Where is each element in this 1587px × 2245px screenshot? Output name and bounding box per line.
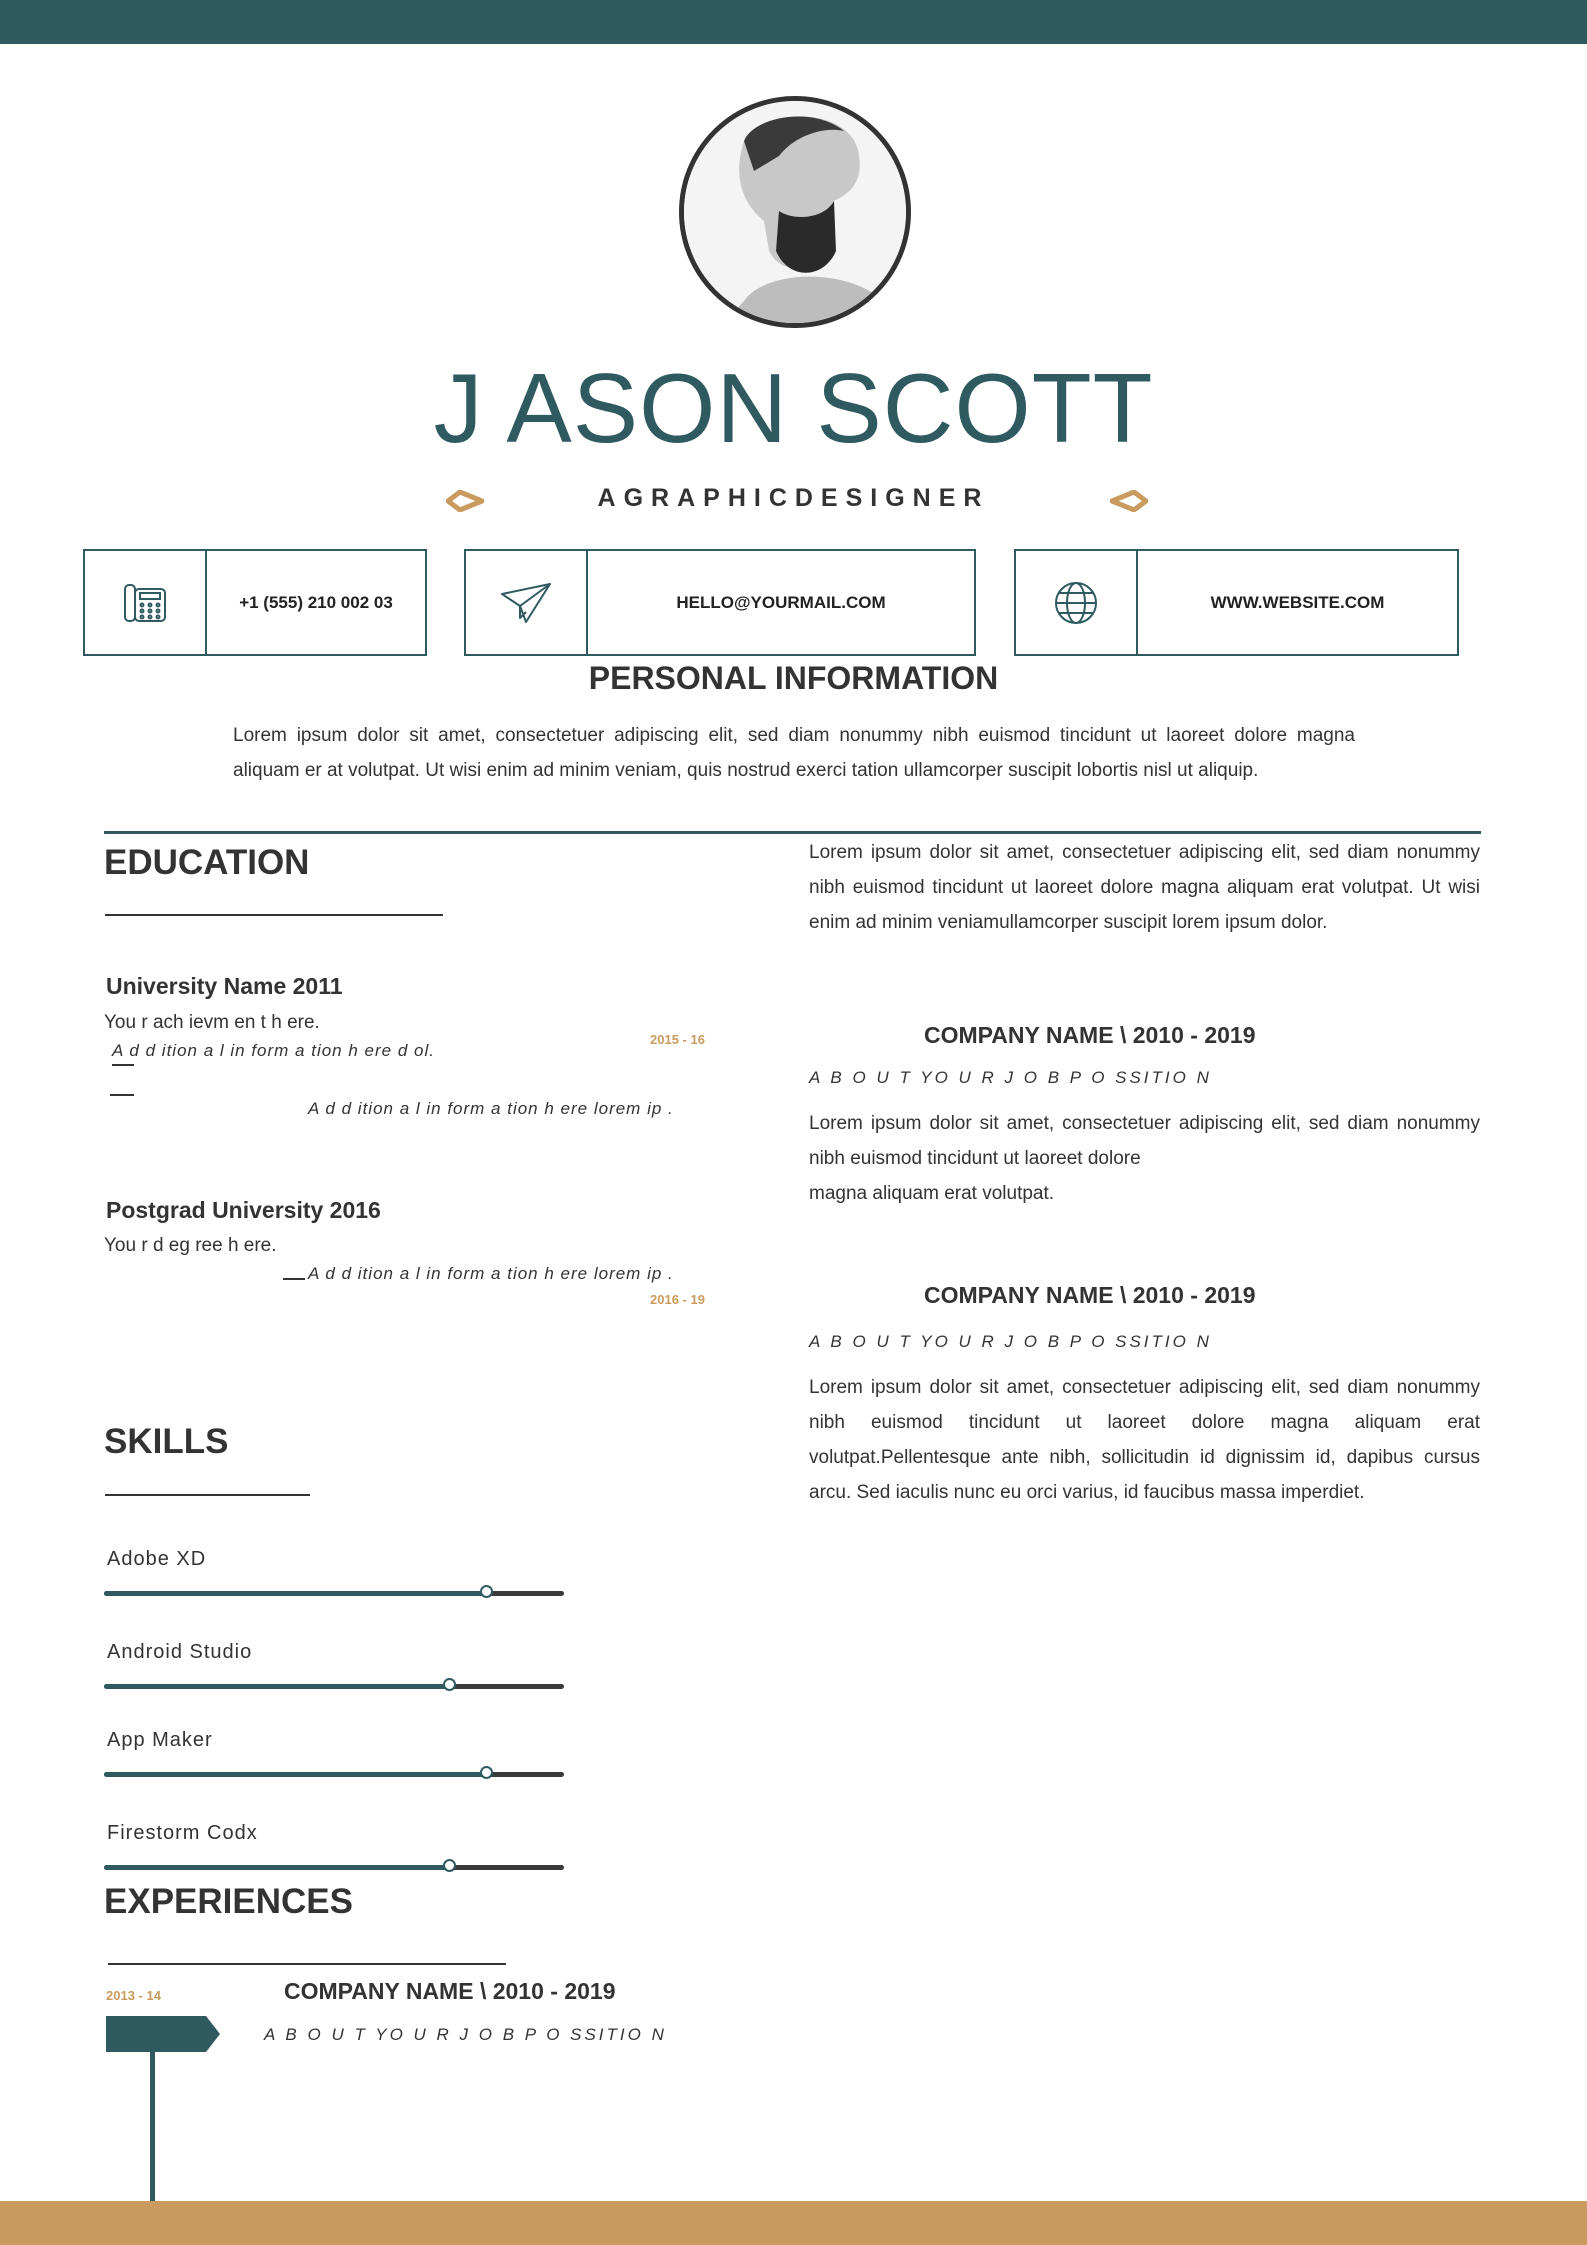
skill-level-knob <box>443 1678 456 1691</box>
job-1-role: A B O U T YO U R J O B P O SSITIO N <box>809 1068 1212 1087</box>
top-band <box>0 0 1587 44</box>
portrait-illustration <box>684 101 906 323</box>
skill-level-bar <box>104 1772 564 1777</box>
skill-level-bar <box>104 1684 564 1689</box>
skill-bar-fill <box>104 1591 486 1596</box>
job-1-line-2: nibh euismod tincidunt ut laoreet dolore <box>809 1148 1141 1169</box>
personal-info-heading: PERSONAL INFORMATION <box>588 660 999 696</box>
phone-icon <box>85 551 207 654</box>
timeline-flag-icon <box>106 2016 220 2057</box>
job-1-line-3: magna aliquam erat volutpat. <box>809 1183 1055 1204</box>
experience-company: COMPANY NAME \ 2010 - 2019 <box>284 1978 616 2004</box>
bottom-band <box>0 2201 1587 2245</box>
education-item-1-date: 2015 - 16 <box>650 1032 705 1047</box>
skill-level-knob <box>443 1859 456 1872</box>
education-item-1-info-1: A d d ition a l in form a tion h ere d ol. <box>112 1041 435 1060</box>
section-divider <box>104 831 1481 834</box>
education-item-2-info-1: A d d ition a l in form a tion h ere lorem ip . <box>308 1264 674 1283</box>
job-title: AGRAPHICDESIGNER <box>597 484 990 512</box>
experiences-heading: EXPERIENCES <box>104 1882 353 1921</box>
education-item-2-title: Postgrad University 2016 <box>106 1197 381 1223</box>
left-ornament-icon <box>446 490 484 517</box>
right-intro-paragraph: Lorem ipsum dolor sit amet, consectetuer adipiscing elit, sed diam nonummy nibh euismod tincidunt ut laoreet dolore magna aliquam erat volutpat. Ut wisi enim ad minim veniamullamcorper suscipit lorem ipsum dolor. <box>809 842 1480 933</box>
education-heading: EDUCATION <box>104 843 310 882</box>
skill-label: Adobe XD <box>107 1548 207 1570</box>
name-heading: J ASON SCOTT <box>433 353 1154 463</box>
phone-number[interactable]: +1 (555) 210 002 03 <box>239 592 393 612</box>
skill-bar-fill <box>104 1684 449 1689</box>
contact-phone <box>83 549 427 656</box>
skill-bar-fill <box>104 1865 449 1870</box>
skills-underline <box>105 1494 310 1496</box>
skills-heading: SKILLS <box>104 1422 229 1461</box>
education-item-2-subtitle: You r d eg ree h ere. <box>104 1235 277 1256</box>
education-item-1-info-2: A d d ition a l in form a tion h ere lorem ip . <box>308 1099 674 1118</box>
contact-website <box>1014 549 1459 656</box>
profile-photo <box>679 96 911 328</box>
job-1-company: COMPANY NAME \ 2010 - 2019 <box>924 1022 1256 1048</box>
job-2-role: A B O U T YO U R J O B P O SSITIO N <box>809 1332 1212 1351</box>
job-2-description: Lorem ipsum dolor sit amet, consectetuer adipiscing elit, sed diam nonummy nibh euismod tincidunt ut laoreet dolore magna aliquam erat volutpat.Pellentesque ante nibh, sollicitudin id dignissim id, dapibus cursus arcu. Sed iaculis nunc eu orci varius, id faucibus massa imperdiet. <box>809 1377 1480 1503</box>
education-item-2-date: 2016 - 19 <box>650 1292 705 1307</box>
contact-email <box>464 549 976 656</box>
experiences-underline <box>108 1963 506 1965</box>
skill-label: Android Studio <box>107 1641 253 1663</box>
experience-role: A B O U T YO U R J O B P O SSITIO N <box>264 2025 667 2044</box>
dash-mark <box>283 1278 305 1280</box>
skill-level-bar <box>104 1591 564 1596</box>
email-address[interactable]: HELLO@YOURMAIL.COM <box>676 592 886 612</box>
globe-icon <box>1016 551 1138 654</box>
job-1-line-1: Lorem ipsum dolor sit amet, consectetuer adipiscing elit, sed diam nonummy <box>809 1113 1480 1134</box>
education-item-1-subtitle: You r ach ievm en t h ere. <box>104 1012 320 1033</box>
underline-mark <box>112 1064 134 1066</box>
skill-label: App Maker <box>107 1729 213 1751</box>
personal-info-line-2: aliquam er at volutpat. Ut wisi enim ad minim veniam, quis nostrud exerci tation ullamcorper suscipit lobortis nisl ut aliquip. <box>233 760 1259 781</box>
skill-level-knob <box>480 1585 493 1598</box>
skill-level-knob <box>480 1766 493 1779</box>
experience-date: 2013 - 14 <box>106 1988 161 2003</box>
skill-bar-fill <box>104 1772 486 1777</box>
personal-info-line-1: Lorem ipsum dolor sit amet, consectetuer adipiscing elit, sed diam nonummy nibh euismod tincidunt ut laoreet dolore magna <box>233 725 1355 746</box>
skill-level-bar <box>104 1865 564 1870</box>
skill-label: Firestorm Codx <box>107 1822 258 1844</box>
education-item-1-title: University Name 2011 <box>106 973 343 999</box>
dash-mark <box>110 1094 134 1096</box>
website-url[interactable]: WWW.WEBSITE.COM <box>1210 592 1385 612</box>
job-2-company: COMPANY NAME \ 2010 - 2019 <box>924 1282 1256 1308</box>
education-underline <box>105 914 443 916</box>
paper-plane-icon <box>466 551 588 654</box>
timeline-line <box>150 2050 155 2201</box>
right-ornament-icon <box>1110 490 1148 517</box>
